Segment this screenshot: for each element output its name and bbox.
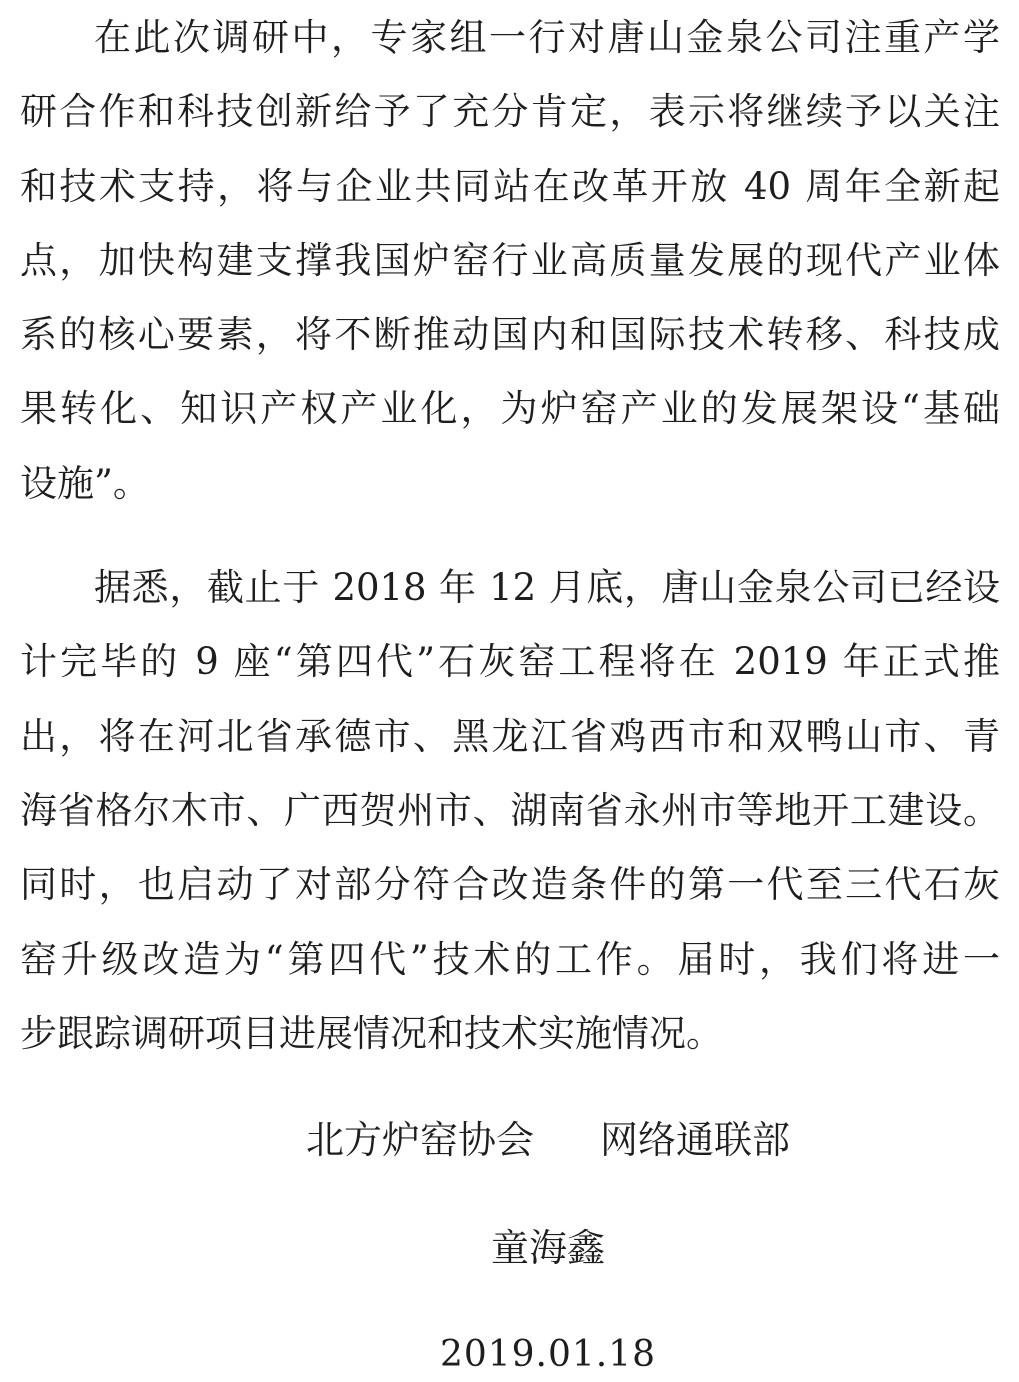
paragraph-project-progress (20, 551, 1000, 1071)
signature-organization: 北方炉窑协会 (305, 1118, 534, 1162)
signature-date: 2019.01.18 (439, 1334, 657, 1375)
text-line: 研合作和科技创新给予了充分肯定，表示将继续予以关注 (20, 90, 1000, 134)
text-line: 步跟踪调研项目进展情况和技术实施情况。 (20, 1011, 723, 1055)
text-line: 出，将在河北省承德市、黑龙江省鸡西市和双鸭山市、青 (20, 714, 1000, 758)
paragraph-research-feedback (20, 0, 1000, 521)
text-line: 果转化、知识产权产业化，为炉窑产业的发展架设“基础 (20, 387, 1000, 431)
text-line: 和技术支持，将与企业共同站在改革开放 40 周年全新起 (20, 164, 1000, 208)
text-line: 窑升级改造为“第四代”技术的工作。届时，我们将进一 (20, 937, 1000, 981)
text-line: 在此次调研中，专家组一行对唐山金泉公司注重产学 (94, 16, 1000, 59)
signature-department: 网络通联部 (600, 1118, 791, 1162)
text-line: 同时，也启动了对部分符合改造条件的第一代至三代石灰 (20, 863, 1000, 907)
text-line: 海省格尔木市、广西贺州市、湖南省永州市等地开工建设。 (20, 788, 1000, 832)
signature-organization-line (248, 1113, 848, 1167)
text-line: 系的核心要素，将不断推动国内和国际技术转移、科技成 (20, 313, 1000, 357)
text-line: 计完毕的 9 座“第四代”石灰窑工程将在 2019 年正式推 (20, 640, 1000, 684)
text-line: 点，加快构建支撑我国炉窑行业高质量发展的现代产业体 (20, 238, 1000, 282)
text-line: 设施”。 (20, 461, 150, 505)
signature-author: 童海鑫 (490, 1226, 605, 1270)
text-line: 据悉，截止于 2018 年 12 月底，唐山金泉公司已经设 (94, 566, 1000, 610)
